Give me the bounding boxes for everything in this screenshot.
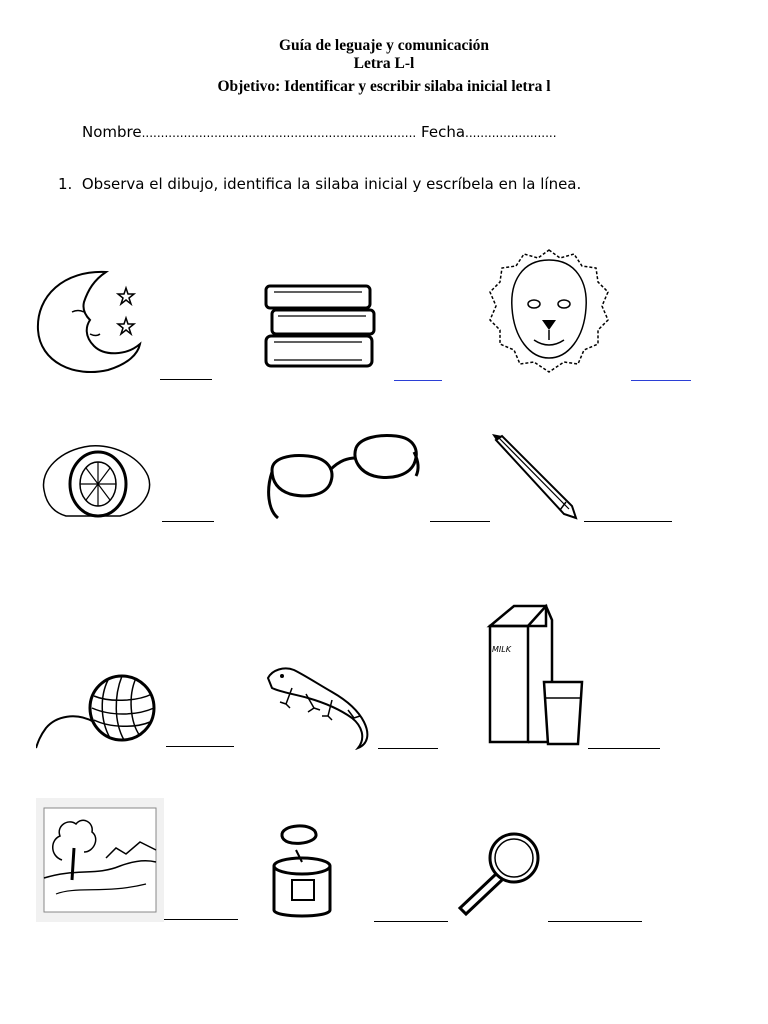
moon-icon xyxy=(34,266,150,378)
glasses-icon xyxy=(264,430,424,522)
lion-icon xyxy=(486,246,612,376)
worksheet-subtitle: Letra L-l xyxy=(353,55,415,72)
answer-line-milk[interactable] xyxy=(588,748,660,749)
can-icon xyxy=(262,822,372,922)
answer-line-lizard[interactable] xyxy=(378,748,438,749)
milk-icon xyxy=(486,602,590,748)
lizard-icon xyxy=(262,658,382,750)
answer-line-landscape[interactable] xyxy=(164,919,238,920)
landscape-icon xyxy=(36,798,164,922)
yarn-icon xyxy=(36,672,160,750)
fecha-field[interactable]: ........................ xyxy=(465,126,557,140)
nombre-label: Nombre xyxy=(82,123,142,141)
answer-line-moon[interactable] xyxy=(160,379,212,380)
nombre-field[interactable]: ........................................................................ xyxy=(141,126,417,140)
answer-line-lemon[interactable] xyxy=(162,521,214,522)
worksheet-objective: Objetivo: Identificar y escribir silaba inicial letra l xyxy=(217,78,551,95)
lemon-icon xyxy=(36,440,156,522)
instruction-number: 1. xyxy=(58,175,73,193)
fecha-label: Fecha xyxy=(421,123,466,141)
answer-line-yarn[interactable] xyxy=(166,746,234,747)
magnifier-icon xyxy=(452,828,548,920)
name-date-row xyxy=(82,123,557,141)
answer-line-can[interactable] xyxy=(374,921,448,922)
answer-line-books[interactable] xyxy=(394,380,442,381)
pencil-icon xyxy=(490,432,582,522)
answer-line-magnifier[interactable] xyxy=(548,921,642,922)
instruction xyxy=(58,175,581,193)
books-icon xyxy=(262,282,378,380)
answer-line-glasses[interactable] xyxy=(430,521,490,522)
instruction-text: Observa el dibujo, identifica la silaba inicial y escríbela en la línea. xyxy=(81,175,582,193)
milk-label: MILK xyxy=(492,645,511,654)
answer-line-pencil[interactable] xyxy=(584,521,672,522)
answer-line-lion[interactable] xyxy=(631,380,691,381)
worksheet-title: Guía de leguaje y comunicación xyxy=(278,37,490,54)
